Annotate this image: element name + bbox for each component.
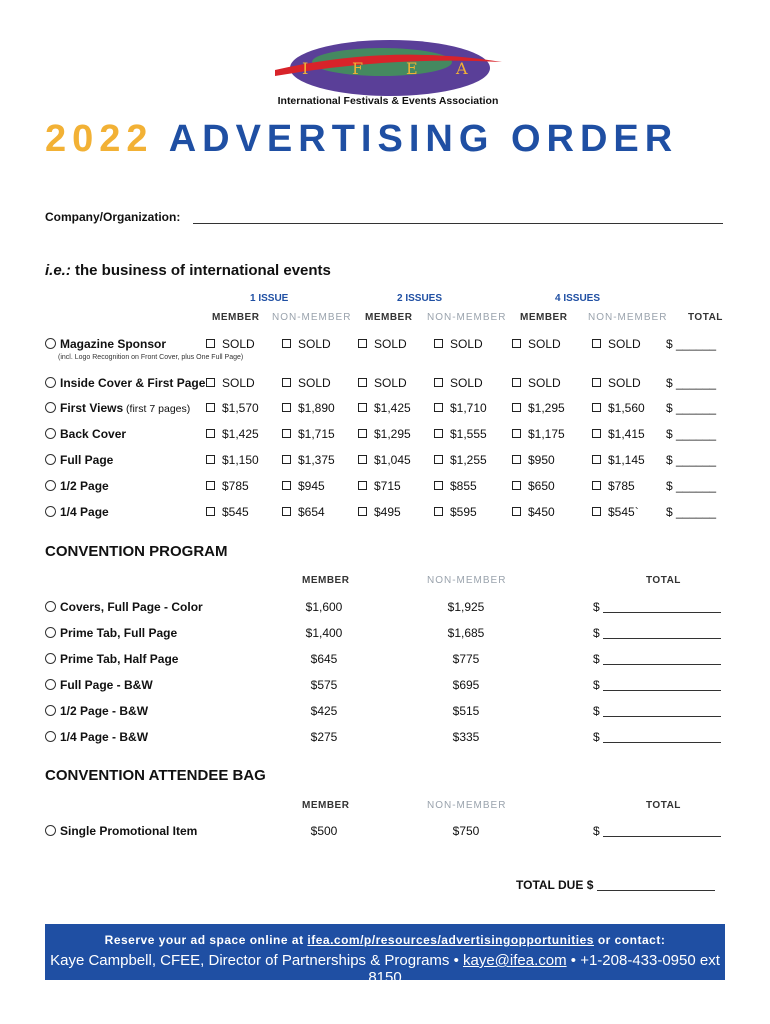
row-label-text: First Views: [60, 401, 124, 415]
radio-circle-icon[interactable]: [45, 731, 56, 742]
group-1-issue: 1 ISSUE: [250, 293, 289, 304]
member-price: $575: [310, 678, 338, 692]
checkbox-icon[interactable]: [282, 378, 291, 387]
intro-text: the business of international events: [70, 262, 331, 279]
magazine-row-label[interactable]: [45, 337, 166, 351]
row-total-field[interactable]: [593, 600, 721, 614]
col-nonmember: NON-MEMBER: [427, 312, 507, 323]
price-value: SOLD: [450, 337, 483, 351]
ifea-logo: [270, 38, 505, 110]
checkbox-icon[interactable]: [282, 403, 291, 412]
bag-row-label[interactable]: [45, 824, 197, 838]
row-label-text: Magazine Sponsor: [60, 337, 167, 351]
price-value: $1,570: [222, 401, 259, 415]
price-checkbox-cell[interactable]: [592, 427, 645, 441]
price-checkbox-cell[interactable]: [592, 337, 641, 351]
checkbox-icon[interactable]: [592, 455, 601, 464]
price-value: $1,710: [450, 401, 487, 415]
col-member: MEMBER: [212, 312, 260, 323]
price-value: $1,555: [450, 427, 487, 441]
row-total-field[interactable]: $ ______: [666, 376, 717, 390]
checkbox-icon[interactable]: [512, 378, 521, 387]
price-value: $785: [222, 479, 249, 493]
contact-name: Kaye Campbell, CFEE, Director of Partnerships & Programs •: [50, 952, 463, 969]
price-value: SOLD: [222, 376, 255, 390]
row-total-field[interactable]: $ ______: [666, 505, 717, 519]
price-value: SOLD: [608, 337, 641, 351]
checkbox-icon[interactable]: [282, 429, 291, 438]
row-total-field[interactable]: [593, 652, 721, 666]
group-2-issues: 2 ISSUES: [397, 293, 443, 304]
checkbox-icon[interactable]: [206, 507, 215, 516]
radio-circle-icon[interactable]: [45, 825, 56, 836]
dollar-sign: $: [593, 678, 600, 692]
price-value: $1,425: [222, 427, 259, 441]
price-checkbox-cell[interactable]: [512, 401, 565, 415]
total-line[interactable]: [603, 664, 721, 665]
price-value: SOLD: [298, 376, 331, 390]
nonmember-price: $695: [452, 678, 480, 692]
checkbox-icon[interactable]: [434, 455, 443, 464]
row-label-text: 1/2 Page: [60, 479, 109, 493]
member-price: $425: [310, 704, 338, 718]
member-price: $500: [310, 824, 338, 838]
col-total: TOTAL: [646, 575, 681, 586]
row-label-text: Inside Cover & First Page: [60, 376, 206, 390]
magazine-row-label[interactable]: [45, 376, 205, 390]
nonmember-price: $750: [452, 824, 480, 838]
checkbox-icon[interactable]: [206, 339, 215, 348]
price-value: SOLD: [528, 376, 561, 390]
checkbox-icon[interactable]: [592, 429, 601, 438]
page-title: [45, 118, 678, 161]
price-value: $1,045: [374, 453, 411, 467]
member-price: $1,400: [305, 626, 343, 640]
checkbox-icon[interactable]: [282, 455, 291, 464]
sponsor-note: (incl. Logo Recognition on Front Cover, plus One Full Page): [58, 354, 244, 361]
nonmember-price: $515: [452, 704, 480, 718]
checkbox-icon[interactable]: [206, 403, 215, 412]
logo-letter: I: [302, 59, 309, 78]
nonmember-price: $775: [452, 652, 480, 666]
dollar-sign: $: [593, 704, 600, 718]
price-checkbox-cell[interactable]: [358, 376, 407, 390]
magazine-row-label[interactable]: [45, 505, 109, 519]
program-row-label[interactable]: [45, 704, 148, 718]
checkbox-icon[interactable]: [434, 507, 443, 516]
magazine-row-label[interactable]: [45, 453, 113, 467]
checkbox-icon[interactable]: [512, 339, 521, 348]
price-value: $1,375: [298, 453, 335, 467]
price-checkbox-cell[interactable]: [512, 479, 555, 493]
checkbox-icon[interactable]: [358, 429, 367, 438]
section-convention-program: CONVENTION PROGRAM: [45, 543, 228, 560]
title-year: 2022: [45, 118, 154, 160]
price-checkbox-cell[interactable]: [592, 376, 641, 390]
radio-circle-icon[interactable]: [45, 377, 56, 388]
radio-circle-icon[interactable]: [45, 480, 56, 491]
total-due: [516, 878, 715, 892]
price-checkbox-cell[interactable]: [282, 453, 335, 467]
intro-ie: i.e.:: [45, 262, 71, 279]
row-total-field[interactable]: $ ______: [666, 337, 717, 351]
price-checkbox-cell[interactable]: [206, 401, 259, 415]
price-checkbox-cell[interactable]: [512, 376, 561, 390]
col-nonmember: NON-MEMBER: [588, 312, 668, 323]
price-value: $1,425: [374, 401, 411, 415]
member-price: $1,600: [305, 600, 343, 614]
price-checkbox-cell[interactable]: [282, 376, 331, 390]
total-line[interactable]: [603, 742, 721, 743]
checkbox-icon[interactable]: [434, 403, 443, 412]
title-text: ADVERTISING ORDER: [168, 118, 679, 160]
col-member: MEMBER: [302, 575, 350, 586]
price-value: $1,150: [222, 453, 259, 467]
program-row-label[interactable]: [45, 730, 148, 744]
nonmember-price: $335: [452, 730, 480, 744]
section-attendee-bag: CONVENTION ATTENDEE BAG: [45, 767, 266, 784]
price-value: $1,295: [528, 401, 565, 415]
col-nonmember: NON-MEMBER: [427, 575, 507, 586]
program-row-label[interactable]: [45, 652, 178, 666]
row-label-note: (first 7 pages): [123, 403, 191, 415]
contact-banner: [45, 924, 725, 986]
price-checkbox-cell[interactable]: [512, 337, 561, 351]
dollar-sign: $: [593, 824, 600, 838]
price-value: $1,560: [608, 401, 645, 415]
checkbox-icon[interactable]: [358, 455, 367, 464]
checkbox-icon[interactable]: [282, 339, 291, 348]
magazine-row-label[interactable]: [45, 401, 190, 415]
radio-circle-icon[interactable]: [45, 454, 56, 465]
radio-circle-icon[interactable]: [45, 679, 56, 690]
total-due-dollar: $: [586, 878, 594, 892]
price-checkbox-cell[interactable]: [434, 401, 487, 415]
magazine-row-label[interactable]: [45, 427, 126, 441]
price-checkbox-cell[interactable]: [206, 479, 249, 493]
logo-letter: A: [456, 59, 468, 78]
price-checkbox-cell[interactable]: [434, 505, 477, 519]
price-value: $1,415: [608, 427, 645, 441]
banner-line-1: [45, 933, 725, 947]
magazine-row-label[interactable]: [45, 479, 109, 493]
price-value: $495: [374, 505, 401, 519]
price-checkbox-cell[interactable]: [282, 427, 335, 441]
dollar-sign: $: [593, 600, 600, 614]
total-line[interactable]: [603, 836, 721, 837]
price-checkbox-cell[interactable]: [592, 453, 645, 467]
price-value: SOLD: [608, 376, 641, 390]
price-checkbox-cell[interactable]: [512, 427, 565, 441]
group-4-issues: 4 ISSUES: [555, 293, 601, 304]
radio-circle-icon[interactable]: [45, 705, 56, 716]
checkbox-icon[interactable]: [434, 378, 443, 387]
checkbox-icon[interactable]: [358, 339, 367, 348]
checkbox-icon[interactable]: [206, 481, 215, 490]
price-value: SOLD: [528, 337, 561, 351]
dollar-sign: $: [593, 730, 600, 744]
checkbox-icon[interactable]: [592, 339, 601, 348]
row-label-text: Single Promotional Item: [60, 824, 198, 838]
price-value: SOLD: [374, 376, 407, 390]
checkbox-icon[interactable]: [434, 339, 443, 348]
company-label: Company/Organization:: [45, 210, 181, 224]
checkbox-icon[interactable]: [512, 481, 521, 490]
checkbox-icon[interactable]: [592, 378, 601, 387]
logo-org-name: International Festivals & Events Association: [277, 95, 499, 107]
checkbox-icon[interactable]: [358, 481, 367, 490]
radio-circle-icon[interactable]: [45, 653, 56, 664]
price-value: $785: [608, 479, 635, 493]
row-label-text: Prime Tab, Half Page: [60, 652, 179, 666]
email-link[interactable]: kaye@ifea.com: [463, 952, 567, 969]
row-label-text: Full Page - B&W: [60, 678, 153, 692]
price-value: SOLD: [298, 337, 331, 351]
contact-phone: • +1-208-433-0950 ext 8150: [368, 952, 720, 986]
checkbox-icon[interactable]: [282, 481, 291, 490]
program-row-label[interactable]: [45, 626, 177, 640]
col-member: MEMBER: [365, 312, 413, 323]
program-row-label[interactable]: [45, 600, 203, 614]
row-label-text: Back Cover: [60, 427, 127, 441]
price-checkbox-cell[interactable]: [512, 505, 555, 519]
price-value: $1,255: [450, 453, 487, 467]
checkbox-icon[interactable]: [358, 507, 367, 516]
price-value: $1,295: [374, 427, 411, 441]
price-value: $855: [450, 479, 477, 493]
row-total-field[interactable]: $ ______: [666, 401, 717, 415]
checkbox-icon[interactable]: [282, 507, 291, 516]
row-label-text: Covers, Full Page - Color: [60, 600, 203, 614]
col-total: TOTAL: [688, 312, 723, 323]
radio-circle-icon[interactable]: [45, 506, 56, 517]
row-total-field[interactable]: $ ______: [666, 453, 717, 467]
total-line[interactable]: [603, 638, 721, 639]
row-total-field[interactable]: [593, 704, 721, 718]
price-value: SOLD: [222, 337, 255, 351]
price-value: $950: [528, 453, 555, 467]
radio-circle-icon[interactable]: [45, 338, 56, 349]
row-label-text: Full Page: [60, 453, 114, 467]
checkbox-icon[interactable]: [512, 429, 521, 438]
col-member: MEMBER: [302, 800, 350, 811]
checkbox-icon[interactable]: [206, 455, 215, 464]
company-input-line[interactable]: [193, 223, 723, 224]
checkbox-icon[interactable]: [592, 507, 601, 516]
checkbox-icon[interactable]: [358, 403, 367, 412]
price-checkbox-cell[interactable]: [434, 337, 483, 351]
checkbox-icon[interactable]: [206, 429, 215, 438]
price-checkbox-cell[interactable]: [592, 401, 645, 415]
price-checkbox-cell[interactable]: [358, 505, 401, 519]
price-value: $545`: [608, 505, 639, 519]
banner-text: Reserve your ad space online at: [104, 933, 308, 947]
row-total-field[interactable]: [593, 678, 721, 692]
intro-line: [45, 262, 331, 279]
price-checkbox-cell[interactable]: [358, 479, 401, 493]
price-checkbox-cell[interactable]: [434, 427, 487, 441]
price-checkbox-cell[interactable]: [206, 505, 249, 519]
checkbox-icon[interactable]: [206, 378, 215, 387]
row-total-field[interactable]: $ ______: [666, 479, 717, 493]
price-checkbox-cell[interactable]: [358, 337, 407, 351]
price-checkbox-cell[interactable]: [282, 505, 325, 519]
total-line[interactable]: [603, 690, 721, 691]
row-label-text: 1/4 Page - B&W: [60, 730, 149, 744]
total-due-label: TOTAL DUE: [516, 878, 584, 892]
price-value: $595: [450, 505, 477, 519]
radio-circle-icon[interactable]: [45, 601, 56, 612]
total-due-line[interactable]: [597, 890, 715, 891]
price-checkbox-cell[interactable]: [358, 427, 411, 441]
price-checkbox-cell[interactable]: [592, 505, 639, 519]
price-checkbox-cell[interactable]: [206, 427, 259, 441]
col-nonmember: NON-MEMBER: [427, 800, 507, 811]
price-checkbox-cell[interactable]: [512, 453, 555, 467]
row-total-field[interactable]: $ ______: [666, 427, 717, 441]
price-checkbox-cell[interactable]: [282, 479, 325, 493]
price-checkbox-cell[interactable]: [206, 453, 259, 467]
price-value: $545: [222, 505, 249, 519]
price-value: SOLD: [374, 337, 407, 351]
radio-circle-icon[interactable]: [45, 627, 56, 638]
checkbox-icon[interactable]: [434, 481, 443, 490]
total-line[interactable]: [603, 716, 721, 717]
checkbox-icon[interactable]: [592, 481, 601, 490]
row-label-text: 1/2 Page - B&W: [60, 704, 149, 718]
banner-line-2: [45, 952, 725, 986]
price-checkbox-cell[interactable]: [282, 337, 331, 351]
price-checkbox-cell[interactable]: [358, 401, 411, 415]
row-label-text: Prime Tab, Full Page: [60, 626, 178, 640]
checkbox-icon[interactable]: [434, 429, 443, 438]
row-total-field[interactable]: [593, 824, 721, 838]
price-checkbox-cell[interactable]: [592, 479, 635, 493]
col-nonmember: NON-MEMBER: [272, 312, 352, 323]
price-value: $1,175: [528, 427, 565, 441]
price-value: $1,145: [608, 453, 645, 467]
checkbox-icon[interactable]: [358, 378, 367, 387]
nonmember-price: $1,925: [447, 600, 485, 614]
dollar-sign: $: [593, 652, 600, 666]
checkbox-icon[interactable]: [512, 507, 521, 516]
price-value: $650: [528, 479, 555, 493]
price-checkbox-cell[interactable]: [434, 479, 477, 493]
price-value: $945: [298, 479, 325, 493]
program-row-label[interactable]: [45, 678, 153, 692]
price-checkbox-cell[interactable]: [434, 376, 483, 390]
price-checkbox-cell[interactable]: [358, 453, 411, 467]
price-value: $1,890: [298, 401, 335, 415]
banner-text: or contact:: [593, 933, 666, 947]
member-price: $645: [310, 652, 338, 666]
price-value: $654: [298, 505, 325, 519]
checkbox-icon[interactable]: [512, 403, 521, 412]
member-price: $275: [310, 730, 338, 744]
price-checkbox-cell[interactable]: [434, 453, 487, 467]
checkbox-icon[interactable]: [592, 403, 601, 412]
logo-letter: F: [352, 59, 364, 78]
row-total-field[interactable]: [593, 626, 721, 640]
price-value: $450: [528, 505, 555, 519]
col-total: TOTAL: [646, 800, 681, 811]
row-total-field[interactable]: [593, 730, 721, 744]
price-value: $1,715: [298, 427, 335, 441]
website-link[interactable]: ifea.com/p/resources/advertisingopportunities: [307, 933, 594, 947]
price-checkbox-cell[interactable]: [206, 337, 255, 351]
radio-circle-icon[interactable]: [45, 402, 56, 413]
logo-letter: E: [406, 59, 418, 78]
dollar-sign: $: [593, 626, 600, 640]
nonmember-price: $1,685: [447, 626, 485, 640]
price-value: SOLD: [450, 376, 483, 390]
row-label-text: 1/4 Page: [60, 505, 109, 519]
total-line[interactable]: [603, 612, 721, 613]
price-value: $715: [374, 479, 401, 493]
checkbox-icon[interactable]: [512, 455, 521, 464]
price-checkbox-cell[interactable]: [282, 401, 335, 415]
col-member: MEMBER: [520, 312, 568, 323]
radio-circle-icon[interactable]: [45, 428, 56, 439]
price-checkbox-cell[interactable]: [206, 376, 255, 390]
